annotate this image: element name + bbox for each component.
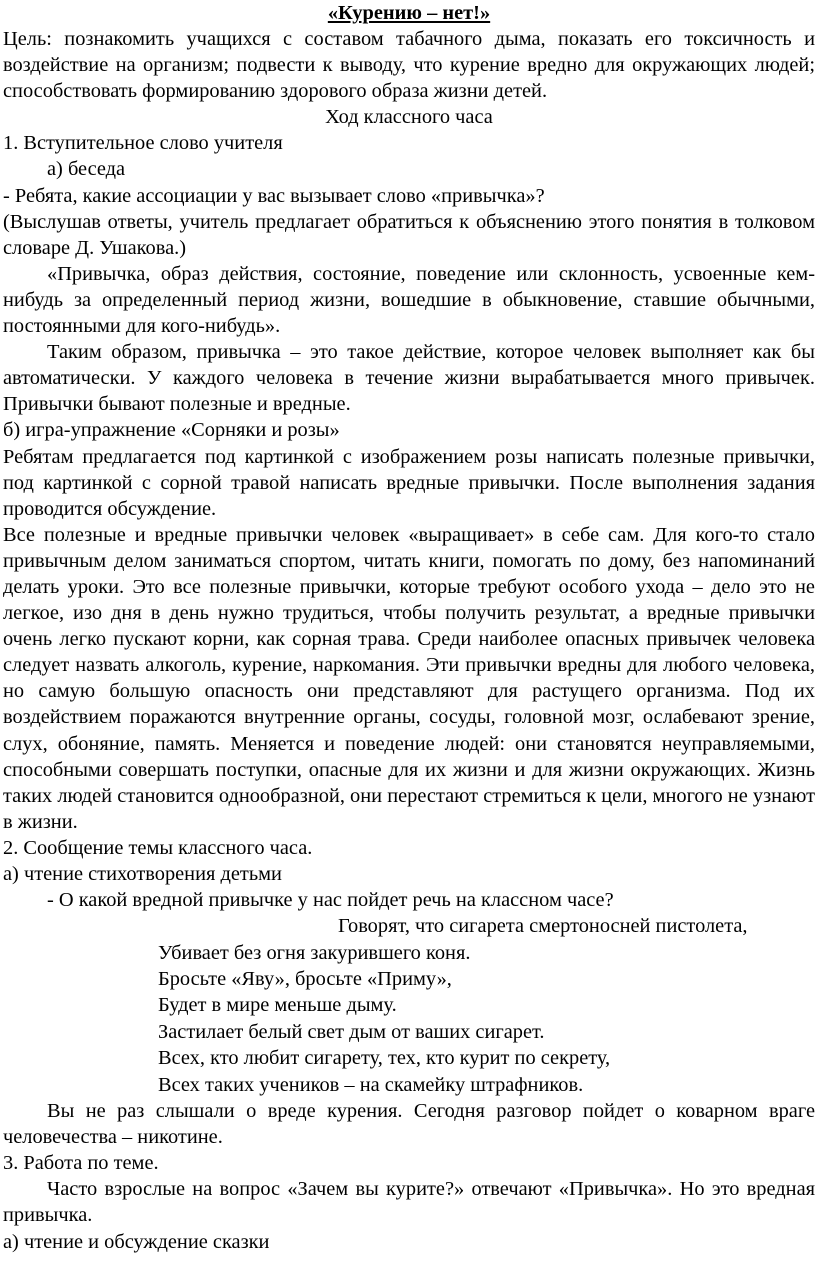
poem-line: Застилает белый свет дым от ваших сигарет. [158, 1020, 545, 1043]
section3-intro: Часто взрослые на вопрос «Зачем вы курите?» отвечают «Привычка». Но это вредная привычка. [3, 1178, 815, 1227]
discussion-paragraph: Все полезные и вредные привычки человек «выращивает» в себе сам. Для кого-то стало привычным делом заниматься спортом, читать книги, помогать по дому, без напоминаний делать уроки. Это все полезные привычки, которые требуют особого ухода – дело это не легкое, изо дня в день нужно трудиться, чтобы получить результат, а вредные привычки очень легко пускают корни, как сорная трава. Среди наиболее опасных привычек человека следует назвать алкоголь, курение, наркомания. Эти привычки вредны для любого человека, но самую большую опасность они представляют для растущего организма. Под их воздействием поражаются внутренние органы, сосуды, головной мозг, ослабевают зрение, слух, обоняние, память. Меняется и поведение людей: они становятся неуправляемыми, способными совершать поступки, опасные для их жизни и для жизни окружающих. Жизнь таких людей становится однообразной, они перестают стремиться к цели, многого не узнают в жизни. [3, 523, 815, 833]
after-poem-paragraph: Вы не раз слышали о вреде курения. Сегодня разговор пойдет о коварном враге человечества – никотине. [3, 1100, 815, 1149]
definition-paragraph: «Привычка, образ действия, состояние, поведение или склонность, усвоенные кем-нибудь за определенный период жизни, вошедшие в обыкновение, ставшие обычными, постоянными для кого-нибудь». [3, 262, 815, 338]
conclusion-paragraph: Таким образом, привычка – это такое действие, которое человек выполняет как бы автоматически. У каждого человека в течение жизни вырабатывается много привычек. Привычки бывают полезные и вредные. [3, 341, 815, 416]
plan-heading: Ход классного часа [325, 106, 493, 129]
poem-line: Бросьте «Яву», бросьте «Приму», [158, 968, 452, 990]
poem [3, 913, 815, 1098]
poem-line: Всех, кто любит сигарету, тех, кто курит по секрету, [158, 1047, 611, 1070]
section1-question: - Ребята, какие ассоциации у вас вызывает слово «привычка»? [3, 184, 545, 207]
section2-sub-a: а) чтение стихотворения детьми [3, 863, 282, 885]
game-paragraph: Ребятам предлагается под картинкой с изображением розы написать полезные привычки, под картинкой с сорной травой написать вредные привычки. После выполнения задания проводится обсуждение. [3, 445, 815, 520]
document-title: «Курению – нет!» [327, 2, 491, 24]
section1-remark: (Выслушав ответы, учитель предлагает обратиться к объяснению этого понятия в толковом словаре Д. Ушакова.) [3, 210, 815, 259]
poem-line: Говорят, что сигарета смертоносней пистолета, [338, 915, 748, 938]
poem-line: Всех таких учеников – на скамейку штрафников. [158, 1073, 584, 1096]
section1-heading: 1. Вступительное слово учителя [3, 132, 283, 155]
section3-heading: 3. Работа по теме. [3, 1152, 159, 1175]
poem-line: Убивает без огня закурившего коня. [158, 941, 471, 964]
goal-paragraph: Цель: познакомить учащихся с составом табачного дыма, показать его токсичность и воздействие на организм; подвести к выводу, что курение вредно для окружающих людей; способствовать формированию здорового образа жизни детей. [3, 28, 815, 103]
section1-sub-a: а) беседа [47, 158, 126, 181]
section2-heading: 2. Сообщение темы классного часа. [3, 836, 313, 859]
section2-question: - О какой вредной привычке у нас пойдет речь на классном часе? [47, 889, 614, 912]
section1-sub-b: б) игра-упражнение «Сорняки и розы» [3, 419, 340, 442]
section3-sub-a: а) чтение и обсуждение сказки [3, 1230, 270, 1253]
poem-line: Будет в мире меньше дыму. [158, 994, 397, 1017]
